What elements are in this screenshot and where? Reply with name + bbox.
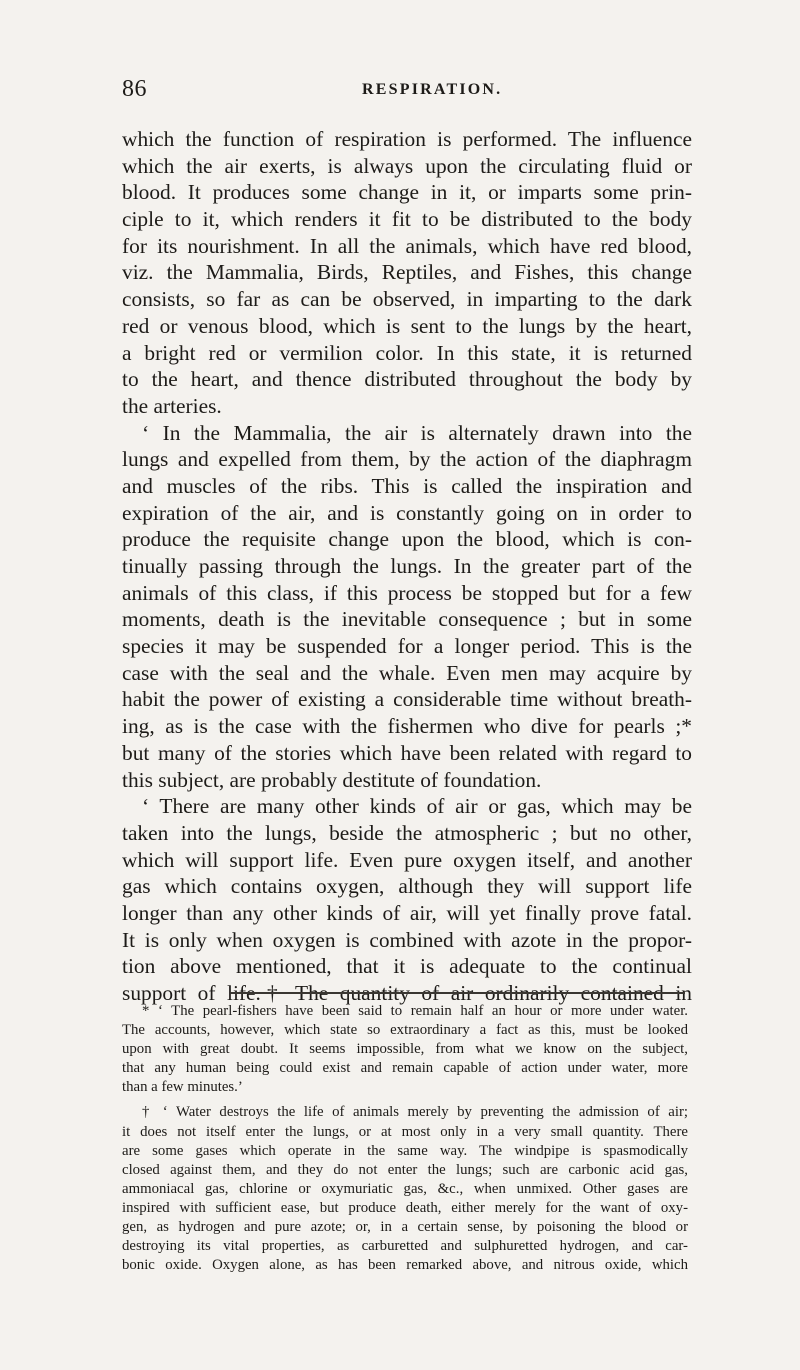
text-line: habit the power of existing a considerable time without breath-: [122, 687, 692, 712]
text-line: expiration of the air, and is constantly going on in order to: [122, 500, 692, 525]
footnote-water: [122, 1103, 688, 1275]
text-line: viz. the Mammalia, Birds, Reptiles, and Fishes, this change: [122, 260, 692, 285]
text-line: animals of this class, if this process be stopped but for a few: [122, 580, 692, 605]
text-line: consists, so far as can be observed, in imparting to the dark: [122, 287, 692, 312]
text-line: It is only when oxygen is combined with azote in the propor-: [122, 927, 692, 952]
text-line: case with the seal and the whale. Even men may acquire by: [122, 660, 692, 685]
text-line: which the air exerts, is always upon the circulating fluid or: [122, 153, 692, 178]
footnote-line: The accounts, however, which state so extraordinary a fact as this, must be looked: [122, 1022, 688, 1039]
footnote-line: are some gases which operate in the same way. The windpipe is spasmodically: [122, 1142, 688, 1159]
text-line: moments, death is the inevitable consequence ; but in some: [122, 607, 692, 632]
footnotes: [122, 1002, 688, 1275]
footnote-line: inspired with sufficient ease, but produce death, either merely for the want of oxy-: [122, 1199, 688, 1216]
footnote-line: † ‘ Water destroys the life of animals merely by preventing the admission of air;: [142, 1104, 688, 1121]
text-line: ‘ There are many other kinds of air or gas, which may be: [142, 794, 692, 819]
text-line: gas which contains oxygen, although they will support life: [122, 874, 692, 899]
text-line: longer than any other kinds of air, will yet finally prove fatal.: [122, 900, 692, 925]
text-line: taken into the lungs, beside the atmospheric ; but no other,: [122, 820, 692, 845]
text-line: for its nourishment. In all the animals, which have red blood,: [122, 233, 692, 258]
footnote-line: destroying its vital properties, as carburetted and sulphuretted hydrogen, and car-: [122, 1238, 688, 1255]
text-line: produce the requisite change upon the blood, which is con-: [122, 527, 692, 552]
page-header: [122, 76, 687, 110]
text-line: and muscles of the ribs. This is called the inspiration and: [122, 473, 692, 498]
footnote-rule: [230, 992, 685, 994]
footnote-line: it does not itself enter the lungs, or at most only in a very small quantity. There: [122, 1123, 688, 1140]
text-line: this subject, are probably destitute of foundation.: [122, 767, 542, 792]
body-text: [122, 126, 692, 1007]
text-line: which the function of respiration is performed. The influence: [122, 127, 692, 151]
page-number: 86: [122, 76, 147, 102]
text-line: support of life.† The quantity of air ordinarily contained in: [122, 981, 692, 1005]
footnote-line: that any human being could exist and remain capable of action under water, more: [122, 1060, 688, 1077]
text-line: to the heart, and thence distributed throughout the body by: [122, 367, 692, 392]
footnote-line: ammoniacal gas, chlorine or oxymuriatic gas, &c., when unmixed. Other gases are: [122, 1180, 688, 1197]
footnote-line: than a few minutes.’: [122, 1079, 243, 1096]
text-line: but many of the stories which have been related with regard to: [122, 740, 692, 765]
text-line: blood. It produces some change in it, or imparts some prin-: [122, 180, 692, 205]
text-line: species it may be suspended for a longer period. This is the: [122, 634, 692, 659]
text-line: red or venous blood, which is sent to the lungs by the heart,: [122, 313, 692, 338]
text-line: which will support life. Even pure oxygen itself, and another: [122, 847, 692, 872]
text-line: ing, as is the case with the fishermen who dive for pearls ;*: [122, 714, 692, 739]
footnote-pearl-fishers: [122, 1002, 688, 1097]
text-line: tion above mentioned, that it is adequate to the continual: [122, 954, 692, 979]
text-line: ciple to it, which renders it fit to be distributed to the body: [122, 207, 692, 232]
footnote-line: gen, as hydrogen and pure azote; or, in a certain sense, by poisoning the blood or: [122, 1219, 688, 1236]
text-line: a bright red or vermilion color. In this state, it is returned: [122, 340, 692, 365]
footnote-line: * ‘ The pearl-fishers have been said to remain half an hour or more under water.: [142, 1003, 688, 1019]
running-head: RESPIRATION.: [362, 81, 503, 98]
footnote-line: bonic oxide. Oxygen alone, as has been remarked above, and nitrous oxide, which: [122, 1257, 688, 1274]
footnote-line: upon with great doubt. It seems impossible, from what we know on the subject,: [122, 1041, 688, 1058]
text-line: ‘ In the Mammalia, the air is alternately drawn into the: [142, 420, 692, 445]
text-line: the arteries.: [122, 393, 222, 418]
text-line: tinually passing through the lungs. In the greater part of the: [122, 554, 692, 578]
footnote-line: closed against them, and they do not enter the lungs; such are carbonic acid gas,: [122, 1161, 688, 1178]
text-line: lungs and expelled from them, by the action of the diaphragm: [122, 447, 692, 472]
